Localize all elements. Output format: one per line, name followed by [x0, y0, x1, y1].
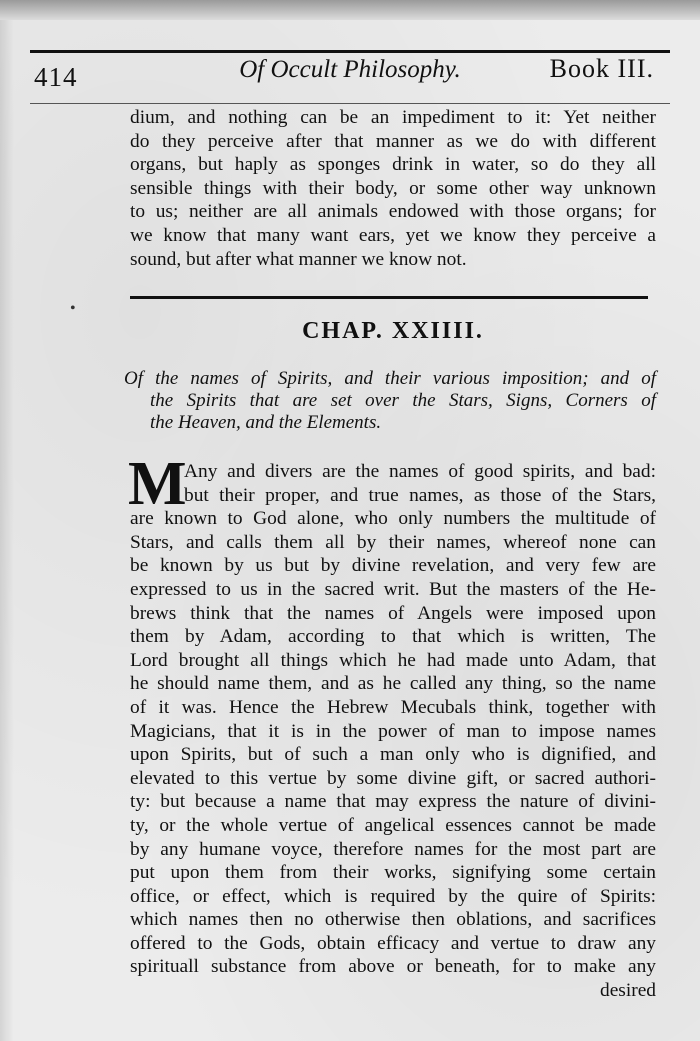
text-line: them by Adam, according to that which is written, The: [130, 626, 656, 648]
intro-paragraph: [130, 106, 656, 271]
text-line: upon Spirits, but of such a man only who is dignified, and: [130, 744, 656, 766]
text-line: be known by us but by divine revelation, and very few are: [130, 555, 656, 577]
text-line: office, or effect, which is required by the quire of Spirits:: [130, 885, 656, 907]
running-title: Of Occult Philosophy.: [239, 56, 461, 83]
text-line: elevated to this vertue by some divine gift, or sacred authori-: [130, 767, 656, 789]
text-line: are known to God alone, who only numbers the multitude of: [130, 508, 656, 530]
text-line: Lord brought all things which he had made unto Adam, that: [130, 649, 656, 671]
text-line: offered to the Gods, obtain efficacy and vertue to draw any: [130, 932, 656, 954]
chapter-rule: [130, 296, 648, 299]
text-line: by any humane voyce, therefore names for the most part are: [130, 838, 656, 860]
text-line: we know that many want ears, yet we know they perceive a: [130, 224, 656, 246]
book-label: Book III.: [549, 54, 654, 83]
subtitle-line: Of the names of Spirits, and their various imposition; and of: [124, 368, 656, 389]
chapter-heading: CHAP. XXIIII.: [302, 318, 484, 344]
header-rule: [30, 50, 670, 53]
text-line: sensible things with their body, or some other way unknown: [130, 177, 656, 199]
catchword: desired: [600, 980, 656, 1002]
text-line: of it was. Hence the Hebrew Mecubals think, together with: [130, 696, 656, 718]
text-line: he should name them, and as he called any thing, so the name: [130, 673, 656, 695]
text-line: organs, but haply as sponges drink in water, so do they all: [130, 154, 656, 176]
text-line: do they perceive after that manner as we do with different: [130, 130, 656, 152]
text-line: dium, and nothing can be an impediment to it: Yet neither: [130, 107, 656, 128]
text-line: to us; neither are all animals endowed with those organs; for: [130, 201, 656, 223]
text-line: ty, or the whole vertue of angelical essences cannot be made: [130, 814, 656, 836]
header-underline: [30, 103, 670, 104]
text-line: brews think that the names of Angels were imposed upon: [130, 602, 656, 624]
text-line: but their proper, and true names, as those of the Stars,: [184, 484, 656, 506]
page-number: 414: [34, 62, 78, 92]
margin-mark: •: [70, 300, 76, 317]
body-paragraph: [130, 460, 656, 1003]
drop-cap: M: [128, 450, 187, 518]
text-line: spirituall substance from above or beneath, for to make any: [130, 956, 656, 978]
text-line: Stars, and calls them all by their names, whereof none can: [130, 531, 656, 553]
page-edge-shadow: [0, 0, 700, 20]
text-line: expressed to us in the sacred writ. But the masters of the He-: [130, 578, 656, 600]
text-line: put upon them from their works, signifying some certain: [130, 862, 656, 884]
text-line: which names then no otherwise then oblations, and sacrifices: [130, 909, 656, 931]
subtitle-line: the Spirits that are set over the Stars, Signs, Corners of: [150, 390, 656, 411]
subtitle-line: the Heaven, and the Elements.: [150, 412, 382, 433]
text-line: Magicians, that it is in the power of man to impose names: [130, 720, 656, 742]
text-line: sound, but after what manner we know not.: [130, 248, 467, 270]
text-line: Any and divers are the names of good spirits, and bad:: [184, 461, 656, 482]
text-line: ty: but because a name that may express the nature of divini-: [130, 791, 656, 813]
chapter-subtitle: [124, 368, 656, 434]
